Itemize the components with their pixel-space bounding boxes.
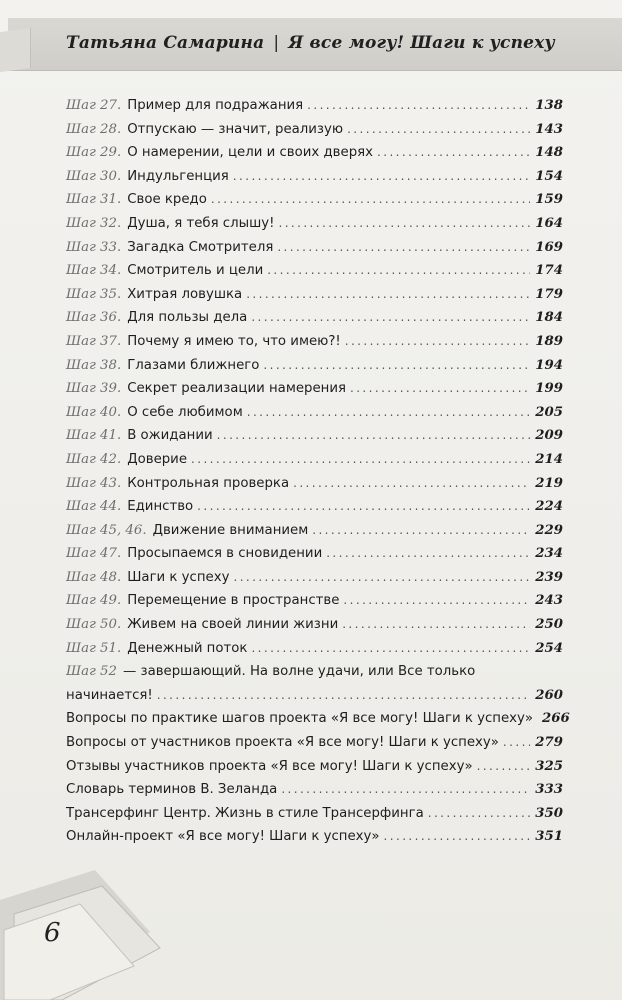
toc-step-label: Шаг 43. bbox=[66, 475, 122, 491]
toc-page-number: 254 bbox=[535, 640, 563, 656]
toc-entry-title: Почему я имею то, что имею?! bbox=[127, 333, 341, 349]
toc-page-number: 179 bbox=[535, 286, 563, 302]
toc-dot-leader bbox=[477, 755, 531, 779]
toc-entry-title: Шаги к успеху bbox=[127, 569, 230, 585]
toc-entry-title: Душа, я тебя слышу! bbox=[127, 215, 275, 231]
toc-step-label: Шаг 47. bbox=[66, 546, 122, 562]
corner-paper-decoration bbox=[0, 870, 180, 1000]
header-tab-decoration bbox=[0, 28, 31, 72]
toc-entry-title: Вопросы от участников проекта «Я все могу! Шаги к успеху» bbox=[66, 735, 499, 751]
toc-page-number: 154 bbox=[535, 168, 563, 184]
toc-step-label: Шаг 50. bbox=[66, 617, 122, 633]
toc-dot-leader bbox=[247, 401, 531, 425]
toc-step-label: Шаг 33. bbox=[66, 239, 122, 255]
toc-step-label: Шаг 40. bbox=[66, 404, 122, 420]
toc-page-number: 199 bbox=[535, 381, 563, 397]
toc-step-label: Шаг 41. bbox=[66, 428, 122, 444]
toc-dot-leader bbox=[157, 684, 530, 708]
toc-step-label: Шаг 30. bbox=[66, 168, 122, 184]
header-separator: | bbox=[273, 33, 280, 53]
toc-entry bbox=[66, 707, 570, 731]
toc-step-label: Шаг 28. bbox=[66, 121, 122, 137]
toc-dot-leader bbox=[191, 448, 530, 472]
toc-dot-leader bbox=[345, 330, 531, 354]
toc-page-number: 260 bbox=[535, 687, 563, 703]
toc-dot-leader bbox=[428, 802, 531, 826]
toc-step-label: Шаг 45, 46. bbox=[66, 522, 147, 538]
toc-entry bbox=[66, 589, 563, 613]
toc-step-label: Шаг 48. bbox=[66, 569, 122, 585]
toc-page-number: 214 bbox=[535, 451, 563, 467]
toc-entry bbox=[66, 825, 563, 849]
toc-page-number: 351 bbox=[535, 829, 563, 845]
toc-entry-title: Глазами ближнего bbox=[127, 357, 260, 373]
toc-dot-leader bbox=[246, 283, 530, 307]
toc-dot-leader bbox=[326, 542, 530, 566]
toc-entry-title: Хитрая ловушка bbox=[127, 286, 243, 302]
toc-entry bbox=[66, 637, 563, 661]
toc-entry-title: начинается! bbox=[66, 687, 153, 703]
toc-page-number: 148 bbox=[535, 145, 563, 161]
toc-dot-leader bbox=[233, 165, 530, 189]
toc-entry-title: В ожидании bbox=[127, 428, 213, 444]
toc-step-label: Шаг 29. bbox=[66, 145, 122, 161]
toc-entry bbox=[66, 566, 563, 590]
toc-step-label: Шаг 38. bbox=[66, 357, 122, 373]
toc-step-label: Шаг 39. bbox=[66, 381, 122, 397]
toc-entry-title: Перемещение в пространстве bbox=[127, 593, 340, 609]
toc-entry-title: Смотритель и цели bbox=[127, 263, 264, 279]
toc-entry-title: Индульгенция bbox=[127, 168, 229, 184]
toc-entry-title: Секрет реализации намерения bbox=[127, 381, 346, 397]
toc-page-number: 143 bbox=[535, 121, 563, 137]
toc-page-number: 239 bbox=[535, 569, 563, 585]
toc-step-label: Шаг 52 bbox=[66, 664, 117, 680]
toc-entry bbox=[66, 236, 563, 260]
toc-entry bbox=[66, 802, 563, 826]
toc-dot-leader bbox=[278, 212, 530, 236]
toc-dot-leader bbox=[347, 118, 530, 142]
toc-dot-leader bbox=[384, 825, 531, 849]
toc-step-label: Шаг 27. bbox=[66, 98, 122, 113]
toc-dot-leader bbox=[377, 141, 530, 165]
toc-entry-title: Словарь терминов В. Зеланда bbox=[66, 782, 278, 798]
toc-step-label: Шаг 42. bbox=[66, 451, 122, 467]
toc-entry bbox=[66, 354, 563, 378]
toc-dot-leader bbox=[293, 472, 530, 496]
toc-page-number: 229 bbox=[535, 522, 563, 538]
toc-entry bbox=[66, 495, 563, 519]
toc-page-number: 169 bbox=[535, 239, 563, 255]
toc-entry bbox=[66, 755, 563, 779]
toc-dot-leader bbox=[277, 236, 530, 260]
toc-page-number: 189 bbox=[535, 333, 563, 349]
table-of-contents bbox=[66, 94, 570, 849]
toc-step-label: Шаг 32. bbox=[66, 215, 122, 231]
toc-entry bbox=[66, 118, 563, 142]
toc-dot-leader bbox=[307, 94, 530, 118]
toc-step-label: Шаг 36. bbox=[66, 310, 122, 326]
toc-step-label: Шаг 44. bbox=[66, 499, 122, 515]
running-header bbox=[66, 33, 606, 53]
toc-entry-title: Движение вниманием bbox=[152, 522, 309, 538]
toc-page-number: 279 bbox=[535, 735, 563, 751]
toc-entry bbox=[66, 448, 563, 472]
toc-step-label: Шаг 51. bbox=[66, 640, 122, 656]
toc-dot-leader bbox=[342, 613, 530, 637]
toc-dot-leader bbox=[267, 259, 530, 283]
toc-entry-title: О намерении, цели и своих дверях bbox=[127, 145, 374, 161]
toc-page-number: 209 bbox=[535, 428, 563, 444]
toc-page-number: 325 bbox=[535, 758, 563, 774]
toc-dot-leader bbox=[343, 589, 530, 613]
toc-entry-title: Контрольная проверка bbox=[127, 475, 290, 491]
toc-page-number: 350 bbox=[535, 805, 563, 821]
toc-step-label: Шаг 35. bbox=[66, 286, 122, 302]
toc-entry bbox=[66, 141, 563, 165]
toc-page-number: 174 bbox=[535, 263, 563, 279]
page-number: 6 bbox=[44, 918, 61, 948]
toc-dot-leader bbox=[197, 495, 530, 519]
toc-dot-leader bbox=[211, 188, 530, 212]
toc-step-label: Шаг 37. bbox=[66, 333, 122, 349]
toc-entry bbox=[66, 283, 563, 307]
toc-page-number: 194 bbox=[535, 357, 563, 373]
toc-step-label: Шаг 31. bbox=[66, 192, 122, 208]
toc-entry-title: Трансерфинг Центр. Жизнь в стиле Трансерфинга bbox=[66, 805, 424, 821]
toc-entry bbox=[66, 94, 563, 118]
toc-entry bbox=[66, 330, 563, 354]
toc-entry-title: — завершающий. На волне удачи, или Все только bbox=[122, 664, 476, 680]
toc-entry-title: Онлайн-проект «Я все могу! Шаги к успеху» bbox=[66, 829, 380, 845]
toc-entry bbox=[66, 519, 563, 543]
toc-page-number: 243 bbox=[535, 593, 563, 609]
toc-dot-leader bbox=[251, 306, 530, 330]
toc-page-number: 250 bbox=[535, 617, 563, 633]
toc-dot-leader bbox=[312, 519, 530, 543]
toc-entry-title: Загадка Смотрителя bbox=[127, 239, 274, 255]
toc-page-number: 159 bbox=[535, 192, 563, 208]
toc-dot-leader bbox=[217, 424, 531, 448]
toc-entry bbox=[66, 165, 563, 189]
toc-entry-title: Отпускаю — значит, реализую bbox=[127, 121, 344, 137]
toc-entry-title: Живем на своей линии жизни bbox=[127, 617, 339, 633]
header-author: Татьяна Самарина bbox=[66, 33, 265, 53]
toc-entry bbox=[66, 778, 563, 802]
toc-entry-title: Единство bbox=[127, 499, 194, 515]
toc-dot-leader bbox=[350, 377, 530, 401]
toc-entry-final-line2 bbox=[66, 684, 563, 708]
toc-page-number: 224 bbox=[535, 499, 563, 515]
toc-page-number: 333 bbox=[535, 782, 563, 798]
header-book-title: Я все могу! Шаги к успеху bbox=[288, 33, 555, 53]
toc-entry-title: Просыпаемся в сновидении bbox=[127, 546, 323, 562]
toc-entry-title: Доверие bbox=[127, 451, 188, 467]
toc-entry bbox=[66, 306, 563, 330]
toc-step-label: Шаг 49. bbox=[66, 593, 122, 609]
toc-page-number: 184 bbox=[535, 310, 563, 326]
toc-entry bbox=[66, 212, 563, 236]
toc-entry bbox=[66, 424, 563, 448]
toc-page-number: 266 bbox=[542, 711, 570, 727]
toc-entry-final-line1 bbox=[66, 660, 563, 684]
toc-entry bbox=[66, 731, 563, 755]
toc-entry-title: Свое кредо bbox=[127, 192, 207, 208]
toc-page-number: 164 bbox=[535, 215, 563, 231]
toc-page-number: 234 bbox=[535, 546, 563, 562]
toc-entry bbox=[66, 613, 563, 637]
toc-entry-title: Вопросы по практике шагов проекта «Я все могу! Шаги к успеху» bbox=[66, 711, 534, 727]
toc-entry bbox=[66, 401, 563, 425]
toc-dot-leader bbox=[503, 731, 530, 755]
toc-entry-title: Пример для подражания bbox=[127, 98, 304, 113]
toc-step-label: Шаг 34. bbox=[66, 263, 122, 279]
toc-entry-title: Денежный поток bbox=[127, 640, 248, 656]
toc-dot-leader bbox=[251, 637, 530, 661]
toc-entry bbox=[66, 259, 563, 283]
toc-entry-title: Для пользы дела bbox=[127, 310, 248, 326]
toc-page-number: 205 bbox=[535, 404, 563, 420]
toc-entry bbox=[66, 472, 563, 496]
toc-entry bbox=[66, 377, 563, 401]
toc-entry bbox=[66, 188, 563, 212]
toc-dot-leader bbox=[233, 566, 530, 590]
toc-page-number: 219 bbox=[535, 475, 563, 491]
toc-entry-title: Отзывы участников проекта «Я все могу! Шаги к успеху» bbox=[66, 758, 473, 774]
toc-entry-title: О себе любимом bbox=[127, 404, 243, 420]
toc-page-number: 138 bbox=[535, 98, 563, 113]
toc-dot-leader bbox=[281, 778, 530, 802]
toc-entry bbox=[66, 542, 563, 566]
toc-dot-leader bbox=[263, 354, 530, 378]
